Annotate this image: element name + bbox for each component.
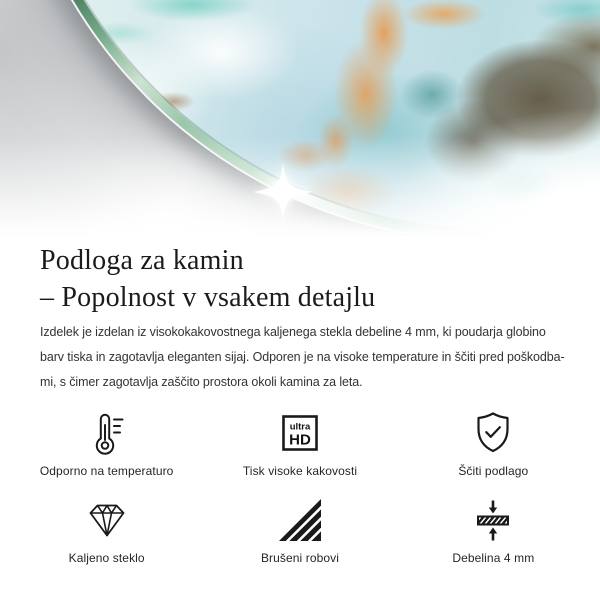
feature-label: Ščiti podlago — [458, 464, 529, 478]
product-description — [40, 320, 565, 395]
feature-label: Tisk visoke kakovosti — [242, 464, 358, 478]
feature-tempered-glass — [10, 496, 203, 565]
thickness-4mm-icon — [469, 496, 517, 544]
description-line: mi, s čimer zagotavlja zaščito prostora okoli kamina za leta. — [40, 375, 363, 389]
diamond-icon — [83, 496, 131, 544]
product-description-section — [0, 242, 600, 565]
ultra-hd-icon — [276, 409, 324, 457]
product-image — [0, 0, 600, 236]
thermometer-icon — [83, 409, 131, 457]
feature-label: Brušeni robovi — [260, 551, 340, 565]
ultra-hd-text-bottom: HD — [289, 431, 311, 449]
title-line-2: – Popolnost v vsakem detajlu — [40, 282, 376, 313]
title-line-1: Podloga za kamin — [40, 245, 244, 276]
description-line: barv tiska in zagotavlja eleganten sijaj. Odporen je na visoke temperature in ščiti pred poškodba- — [40, 350, 565, 364]
feature-protects — [397, 409, 590, 478]
beveled-edges-icon — [276, 496, 324, 544]
ultra-hd-text-top: ultra — [289, 421, 311, 433]
page-title — [40, 242, 560, 316]
feature-thickness — [397, 496, 590, 565]
feature-print-quality — [203, 409, 396, 478]
feature-temperature — [10, 409, 203, 478]
feature-beveled-edges — [203, 496, 396, 565]
feature-label: Kaljeno steklo — [68, 551, 145, 565]
feature-label: Debelina 4 mm — [452, 551, 535, 565]
features-grid — [10, 409, 590, 565]
sparkle-icon — [251, 160, 315, 224]
shield-check-icon — [469, 409, 517, 457]
feature-label: Odporno na temperaturo — [39, 464, 174, 478]
description-line: Izdelek je izdelan iz visokokakovostnega kaljenega stekla debeline 4 mm, ki poudarja globino — [40, 325, 546, 339]
